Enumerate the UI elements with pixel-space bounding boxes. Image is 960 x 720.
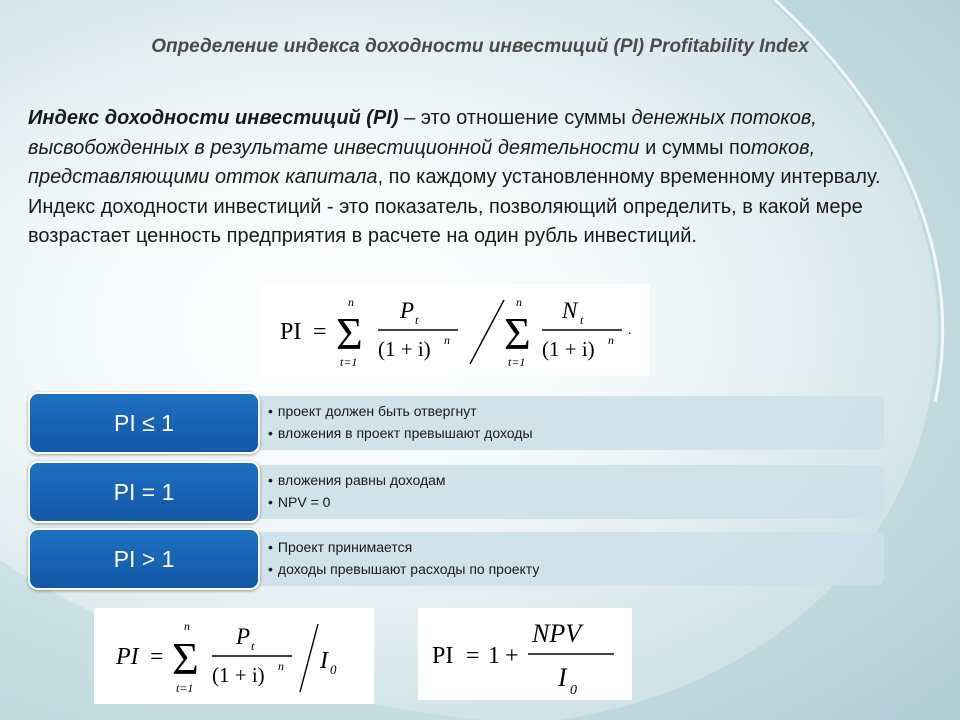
formula-main xyxy=(260,284,650,376)
svg-text:t: t xyxy=(415,313,419,327)
condition-panel-1 xyxy=(254,396,884,450)
svg-text:=: = xyxy=(150,644,164,670)
condition-bullets-2 xyxy=(268,469,446,513)
svg-text:0: 0 xyxy=(570,683,577,698)
definition-paragraph-1: Индекс доходности инвестиций (PI) – это отношение суммы денежных потоков, высвобожденных в результате инвестиционной деятельности и суммы потоков, представляющими отток капитала, по каждому установленному временному интервалу. xyxy=(28,107,881,188)
svg-text:I: I xyxy=(320,648,328,674)
svg-text:0: 0 xyxy=(330,662,337,677)
list-item: • вложения равны доходам xyxy=(268,469,446,491)
list-item: • Проект принимается xyxy=(268,536,539,558)
formula-left-lhs: PI xyxy=(116,644,139,670)
svg-text:+: + xyxy=(505,643,519,669)
sum-sign: Σ xyxy=(172,633,199,684)
list-item: • NPV = 0 xyxy=(268,491,446,513)
svg-text:.: . xyxy=(628,323,632,338)
svg-text:t: t xyxy=(580,313,584,327)
definition-term: Индекс доходности инвестиций (PI) xyxy=(28,107,399,129)
svg-text:=: = xyxy=(313,319,327,345)
definition-text xyxy=(28,104,908,252)
formula-right-lhs: PI xyxy=(432,643,454,669)
svg-text:Σ: Σ xyxy=(504,308,531,359)
formula-left xyxy=(94,608,374,704)
svg-text:n: n xyxy=(608,333,614,347)
svg-text:P: P xyxy=(236,624,251,649)
condition-row-1 xyxy=(28,392,884,454)
svg-text:1: 1 xyxy=(488,643,500,669)
svg-text:(1 + i): (1 + i) xyxy=(378,337,431,361)
svg-text:(1 + i): (1 + i) xyxy=(212,663,265,687)
list-item: • проект должен быть отвергнут xyxy=(268,400,533,422)
list-item: • вложения в проект превышают доходы xyxy=(268,422,533,444)
definition-paragraph-2: Индекс доходности инвестиций - это показатель, позволяющий определить, в какой мере возрастает ценность предприятия в расчете на один рубль инвестиций. xyxy=(28,195,863,247)
svg-text:t: t xyxy=(251,639,255,653)
svg-text:=: = xyxy=(466,643,480,669)
sum-sign: Σ xyxy=(336,308,363,359)
svg-text:n: n xyxy=(184,619,190,633)
slide-title: Определение индекса доходности инвестиций (PI) Profitability Index xyxy=(151,36,809,57)
list-item: • доходы превышают расходы по проекту xyxy=(268,558,539,580)
condition-label-2: PI = 1 xyxy=(28,461,260,523)
svg-text:n: n xyxy=(348,295,354,309)
condition-row-3 xyxy=(28,528,884,590)
formula-right xyxy=(418,608,632,700)
condition-row-2 xyxy=(28,461,884,523)
svg-text:t=1: t=1 xyxy=(508,355,526,369)
formula-main-lhs: PI xyxy=(280,319,302,345)
svg-text:NPV: NPV xyxy=(532,619,582,648)
condition-bullets-1 xyxy=(268,400,533,444)
svg-text:t=1: t=1 xyxy=(176,681,194,695)
svg-text:n: n xyxy=(516,295,522,309)
svg-text:P: P xyxy=(400,298,415,323)
svg-text:n: n xyxy=(444,333,450,347)
svg-text:(1 + i): (1 + i) xyxy=(542,337,595,361)
condition-panel-3 xyxy=(254,532,884,586)
condition-label-3: PI > 1 xyxy=(28,528,260,590)
svg-text:t=1: t=1 xyxy=(340,355,358,369)
condition-label-1: PI ≤ 1 xyxy=(28,392,260,454)
condition-panel-2 xyxy=(254,465,884,519)
svg-text:n: n xyxy=(278,659,284,673)
condition-bullets-3 xyxy=(268,536,539,580)
svg-text:N: N xyxy=(562,298,578,323)
svg-text:I: I xyxy=(558,663,567,692)
